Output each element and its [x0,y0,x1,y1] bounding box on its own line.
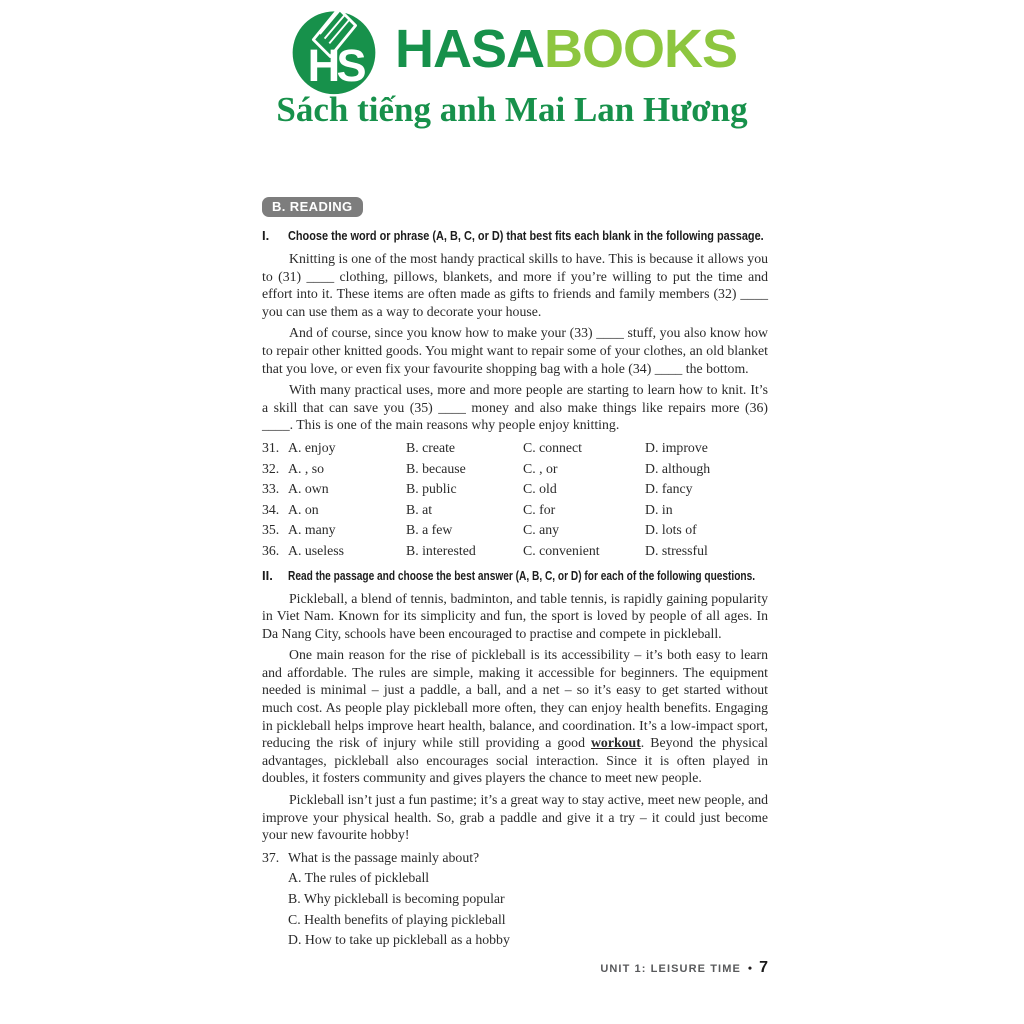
option-a: A. many [288,522,336,538]
part2-heading-text: Read the passage and choose the best answer (A, B, C, or D) for each of the following questions. [288,567,756,583]
option-c: C. any [523,522,560,538]
option-b: B. a few [406,522,453,538]
question-number: 37. [262,849,280,865]
option-a: A. enjoy [288,439,336,455]
option-d: D. fancy [645,481,693,497]
part2-number: II. [262,567,273,583]
book-page [262,197,768,951]
brand-subtitle: Sách tiếng anh Mai Lan Hương [276,90,748,129]
wordmark-hasa: HASA [394,19,544,79]
logo-monogram: HS [307,39,363,91]
underlined-word-workout: workout [590,735,641,751]
paragraph-segment: . Beyond the physical advantages, pickleball also encourages social interaction. Since it is often played in doubles, it fosters community and gives players the chance to meet new people. [262,735,768,786]
unit-label: UNIT 1: LEISURE TIME [600,963,741,975]
question-37-option-a: A. The rules of pickleball [288,870,430,886]
page-number: 7 [759,959,768,976]
paragraph-segment: One main reason for the rise of pickleball is its accessibility – it’s both easy to learn and affordable. The rules are simple, making it accessible for beginners. The equipment needed is minimal – just a paddle, a ball, and a net – so it’s easy to get started without much cost. As people play pickleball more often, they can enjoy health benefits. Engaging in pickleball helps improve heart health, balance, and coordination. It’s a low-impact sport, reducing the risk of injury while still providing a good [262,647,768,751]
part1-number: I. [262,228,270,243]
part1-paragraph-3: With many practical uses, more and more people are starting to learn how to knit. It’s a skill that can save you (35) ____ money and also make things like repairs more (36) ____. This is one of the main reasons why people enjoy knitting. [262,382,768,433]
part2-paragraph-2 [262,646,768,787]
part1-paragraph-1: Knitting is one of the most handy practical skills to have. This is because it allows you to (31) ____ clothing, pillows, blankets, and more if you’re willing to put the time and effort into it. These items are often made as gifts to friends and family members (32) ____ you can use them as a way to decorate your house. [262,251,768,319]
option-d: D. improve [645,439,708,455]
question-text: What is the passage mainly about? [288,849,480,865]
hasabooks-logo-icon [287,2,381,96]
question-37-option-b: B. Why pickleball is becoming popular [288,891,505,906]
cloze-row-34 [262,500,768,521]
cloze-row-32 [262,459,768,480]
wordmark-books: BOOKS [543,19,738,79]
cloze-options-table [262,438,768,562]
part1-paragraph-2: And of course, since you know how to make your (33) ____ stuff, you also know how to repair other knitted goods. You might want to repair some of your clothes, an old blanket that you love, or even fix your favourite shopping bag with a hole (34) ____ the bottom. [262,325,768,376]
question-number: 33. [262,481,280,497]
option-a: A. own [288,481,329,497]
question-number: 32. [262,460,280,476]
cloze-row-36 [262,541,768,562]
part1-heading [262,228,768,244]
question-37-block [262,848,768,951]
option-c: C. for [523,501,556,517]
option-b: B. create [406,439,456,455]
page-footer [600,959,768,977]
logo-wordmark [395,2,737,96]
part1-heading-text: Choose the word or phrase (A, B, C, or D) that best fits each blank in the following passage. [288,228,764,243]
option-a: A. on [288,501,319,517]
logo-row [0,2,1024,96]
option-c: C. old [523,481,557,497]
section-badge-reading: B. READING [262,197,363,217]
brand-header [0,2,1024,130]
question-number: 31. [262,439,280,455]
option-d: D. lots of [645,522,697,538]
option-a: A. , so [288,460,325,476]
option-b: B. because [406,460,466,476]
option-c: C. , or [523,460,558,476]
question-number: 34. [262,501,280,517]
footer-bullet: • [747,961,753,975]
question-number: 35. [262,522,280,538]
cloze-row-33 [262,479,768,500]
cloze-row-35 [262,520,768,541]
option-d: D. in [645,501,673,517]
option-c: C. convenient [523,542,600,558]
question-37-option-c: C. Health benefits of playing pickleball [288,911,506,927]
part2-heading [262,568,768,584]
part2-paragraph-1: Pickleball, a blend of tennis, badminton, and table tennis, is rapidly gaining popularity in Viet Nam. Known for its simplicity and fun, the sport is loved by people of all ages. In Da Nang City, schools have been encouraged to practise and compete in pickleball. [262,590,768,641]
option-b: B. interested [406,542,476,558]
option-c: C. connect [523,439,583,455]
part2-paragraph-3: Pickleball isn’t just a fun pastime; it’s a great way to stay active, meet new people, and improve your physical health. So, grab a paddle and give it a try – it could just become your new favourite hobby! [262,792,768,843]
question-37-option-d: D. How to take up pickleball as a hobby [288,932,510,948]
option-b: B. public [406,481,457,497]
option-d: D. although [645,460,711,476]
option-d: D. stressful [645,542,708,558]
question-number: 36. [262,542,280,558]
question-37 [262,848,768,869]
cloze-row-31 [262,438,768,459]
option-b: B. at [406,501,433,517]
option-a: A. useless [288,542,344,558]
